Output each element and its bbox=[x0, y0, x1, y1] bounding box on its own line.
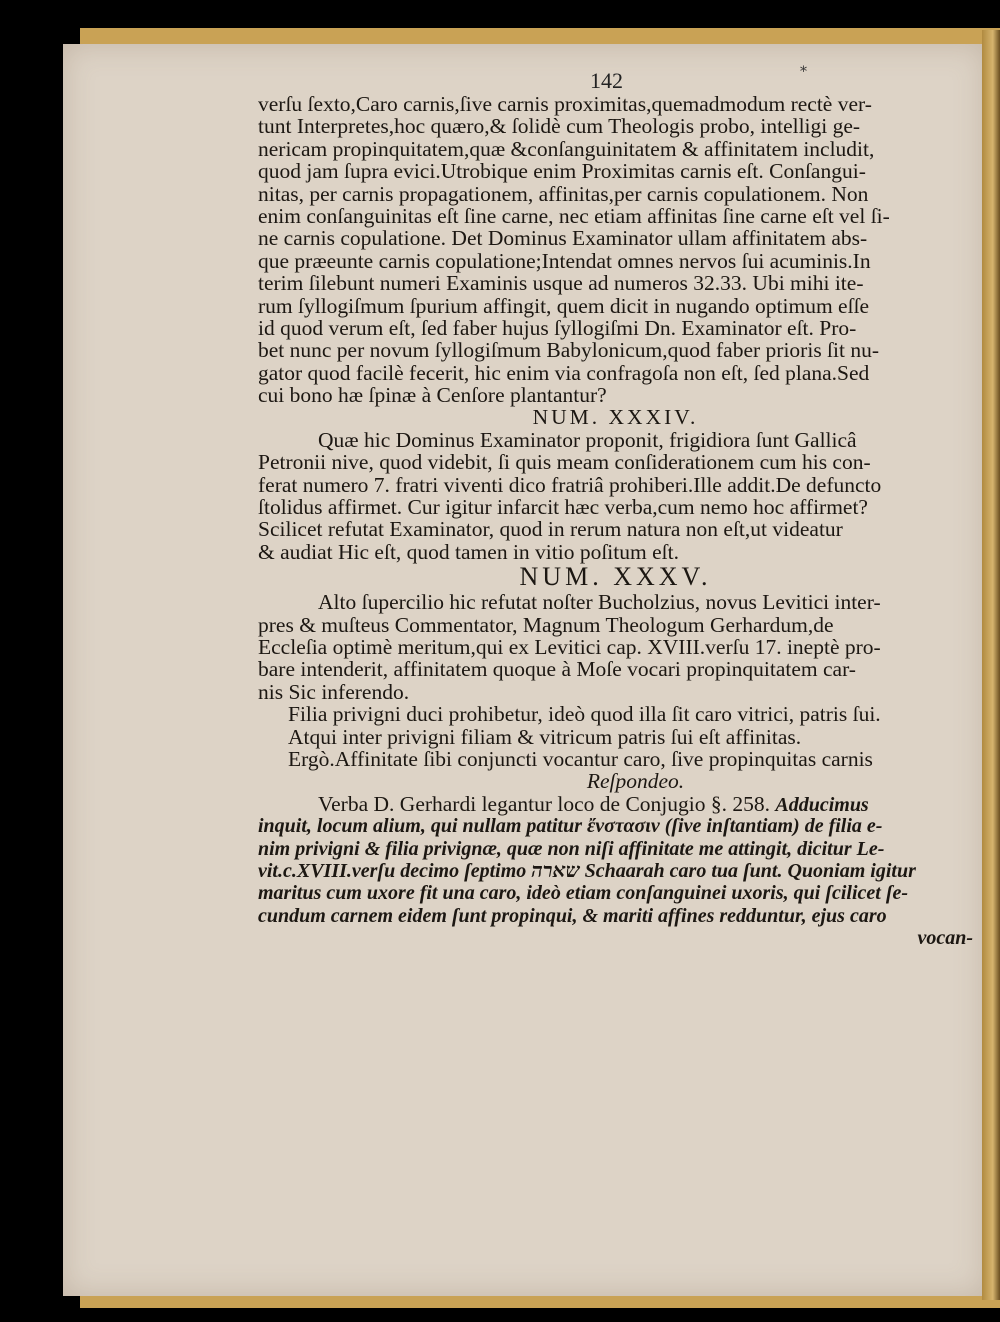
section-heading-34: NUM. XXXIV. bbox=[532, 405, 699, 430]
syllogism-conclusion: Ergò.Affinitate ſibi conjuncti vocantur caro, ſive propinquitas carnis bbox=[288, 746, 873, 771]
text-line: inquit, locum alium, qui nullam patitur ἔνστασιν (ſive inſtantiam) de filia e- bbox=[258, 815, 883, 838]
text-line: terim ſilebunt numeri Examinis usque ad numeros 32.33. Ubi mihi ite- bbox=[258, 271, 864, 296]
text-line: id quod verum eſt, ſed faber hujus ſyllogiſmi Dn. Examinator eſt. Pro- bbox=[258, 315, 857, 340]
text-line: ne carnis copulatione. Det Dominus Examinator ullam affinitatem abs- bbox=[258, 226, 868, 251]
syllogism-major: Filia privigni duci prohibetur, ideò quod illa ſit caro vitrici, patris ſui. bbox=[288, 702, 881, 727]
closing-lead: Verba D. Gerhardi legantur loco de Conjugio §. 258. bbox=[318, 791, 770, 816]
body-text bbox=[258, 93, 973, 949]
text-line: ſtolidus affirmet. Cur igitur infarcit hæc verba,cum nemo hoc affirmet? bbox=[258, 495, 868, 520]
catchword: vocan- bbox=[917, 927, 973, 950]
text-line: Eccleſia optimè meritum,qui ex Levitici cap. XVIII.verſu 17. ineptè pro- bbox=[258, 634, 881, 659]
text-line: tunt Interpretes,hoc quæro,& ſolidè cum Theologis probo, intelligi ge- bbox=[258, 114, 861, 139]
text-line: maritus cum uxore fit una caro, ideò etiam conſanguinei uxoris, qui ſcilicet ſe- bbox=[258, 882, 909, 905]
text-line: bare intenderit, affinitatem quoque à Moſe vocari propinquitatem car- bbox=[258, 657, 856, 682]
respondeo-heading: Reſpondeo. bbox=[586, 769, 685, 794]
text-line: Scilicet refutat Examinator, quod in rerum natura non eſt,ut videatur bbox=[258, 517, 843, 542]
text-line bbox=[258, 793, 973, 815]
text-line: gator quod facilè fecerit, hic enim via confragoſa non eſt, ſed plana.Sed bbox=[258, 360, 870, 385]
text-line: verſu ſexto,Caro carnis,ſive carnis proximitas,quemadmodum rectè ver- bbox=[258, 92, 872, 116]
text-line: nericam propinquitatem,quæ &conſanguinitatem & affinitatem includit, bbox=[258, 136, 875, 161]
text-line: ferat numero 7. fratri viventi dico fratriâ prohiberi.Ille addit.De defuncto bbox=[258, 472, 882, 497]
text-line: nitas, per carnis propagationem, affinitas,per carnis copulationem. Non bbox=[258, 181, 869, 206]
text-line: bet nunc per novum ſyllogiſmum Babylonicum,quod faber prioris ſit nu- bbox=[258, 338, 880, 363]
text-line: vit.c.XVIII.verſu decimo ſeptimo שארה Schaarah caro tua ſunt. Quoniam igitur bbox=[258, 859, 916, 882]
text-line: que præeunte carnis copulatione;Intendat omnes nervos ſui acuminis.In bbox=[258, 248, 871, 273]
syllogism-minor: Atqui inter privigni filiam & vitricum patris ſui eſt affinitas. bbox=[288, 724, 802, 749]
top-mark: * bbox=[800, 64, 807, 80]
closing-italic: Adducimus bbox=[775, 793, 869, 816]
text-line: nis Sic inferendo. bbox=[258, 679, 410, 704]
text-line: quod jam ſupra evici.Utrobique enim Proximitas carnis eſt. Conſangui- bbox=[258, 159, 866, 184]
text-line: Petronii nive, quod videbit, ſi quis meam conſiderationem cum his con- bbox=[258, 450, 871, 475]
text-line: rum ſyllogiſmum ſpurium affingit, quem dicit in nugando optimum eſſe bbox=[258, 293, 870, 318]
page-number: 142 bbox=[590, 68, 623, 93]
page-edge bbox=[982, 30, 1000, 1300]
text-line: cui bono hæ ſpinæ à Cenſore plantantur? bbox=[258, 383, 607, 408]
text-line: Quæ hic Dominus Examinator proponit, frigidiora ſunt Gallicâ bbox=[318, 427, 857, 452]
text-line: & audiat Hic eſt, quod tamen in vitio poſitum eſt. bbox=[258, 539, 679, 564]
text-line: Alto ſupercilio hic refutat noſter Bucholzius, novus Levitici inter- bbox=[318, 590, 881, 615]
text-line: nim privigni & filia privignæ, quæ non niſi affinitate me attingit, dicitur Le- bbox=[258, 837, 885, 860]
text-line: pres & muſteus Commentator, Magnum Theologum Gerhardum,de bbox=[258, 612, 834, 637]
text-line: cundum carnem eidem ſunt propinqui, & mariti affines redduntur, ejus caro bbox=[258, 904, 887, 927]
text-line: enim conſanguinitas eſt ſine carne, nec etiam affinitas ſine carne eſt vel ſi- bbox=[258, 203, 890, 228]
section-heading-35: NUM. XXXV. bbox=[519, 562, 712, 592]
